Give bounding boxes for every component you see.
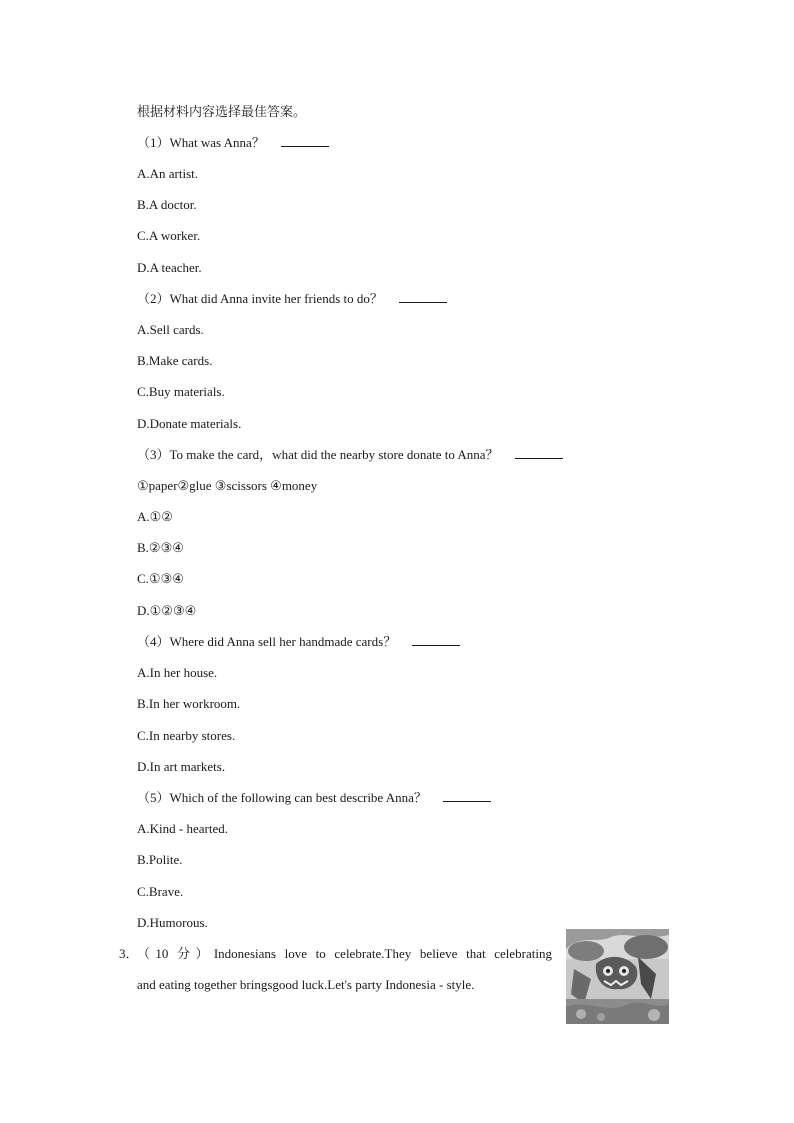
option: D.A teacher. xyxy=(137,260,202,275)
option: A.In her house. xyxy=(137,665,218,680)
section-3-line-1: （10 分）Indonesians love to celebrate.They believe that celebrating xyxy=(137,946,552,961)
option: A.Sell cards. xyxy=(137,322,204,337)
option: B.In her workroom. xyxy=(137,696,241,711)
question-4-stem: （4）Where did Anna sell her handmade cards？ xyxy=(137,634,397,649)
option: B.Polite. xyxy=(137,852,183,867)
option: B.Make cards. xyxy=(137,353,213,368)
question-3-note: ①paper②glue ③scissors ④money xyxy=(137,478,318,493)
question-4 xyxy=(137,634,460,650)
answer-blank xyxy=(399,291,447,303)
option: D.In art markets. xyxy=(137,759,226,774)
question-3-stem: （3）To make the card，what did the nearby store donate to Anna？ xyxy=(137,447,499,462)
question-2-stem: （2）What did Anna invite her friends to do？ xyxy=(137,291,383,306)
answer-blank xyxy=(443,790,491,802)
festival-photo xyxy=(566,929,669,1024)
question-2 xyxy=(137,291,447,307)
question-1 xyxy=(137,135,329,151)
question-5 xyxy=(137,790,491,806)
section-3-line-2: and eating together bringsgood luck.Let's party Indonesia ‑ style. xyxy=(137,977,475,992)
option: A.An artist. xyxy=(137,166,199,181)
option: A.Kind ‑ hearted. xyxy=(137,821,228,836)
question-5-stem: （5）Which of the following can best describe Anna？ xyxy=(137,790,427,805)
section-3-number: 3． xyxy=(119,946,139,961)
option: C.①③④ xyxy=(137,571,184,586)
instructions: 根据材料内容选择最佳答案。 xyxy=(137,104,307,119)
option: C.Buy materials. xyxy=(137,384,225,399)
option: D.①②③④ xyxy=(137,603,197,618)
option: A.①② xyxy=(137,509,173,524)
option: D.Donate materials. xyxy=(137,416,242,431)
option: D.Humorous. xyxy=(137,915,208,930)
option: B.②③④ xyxy=(137,540,184,555)
answer-blank xyxy=(515,447,563,459)
option: C.In nearby stores. xyxy=(137,728,236,743)
option: B.A doctor. xyxy=(137,197,197,212)
answer-blank xyxy=(412,634,460,646)
festival-photo-illustration xyxy=(566,929,669,1024)
question-3 xyxy=(137,447,563,463)
option: C.Brave. xyxy=(137,884,184,899)
question-1-stem: （1）What was Anna？ xyxy=(137,135,265,150)
answer-blank xyxy=(281,135,329,147)
option: C.A worker. xyxy=(137,228,201,243)
